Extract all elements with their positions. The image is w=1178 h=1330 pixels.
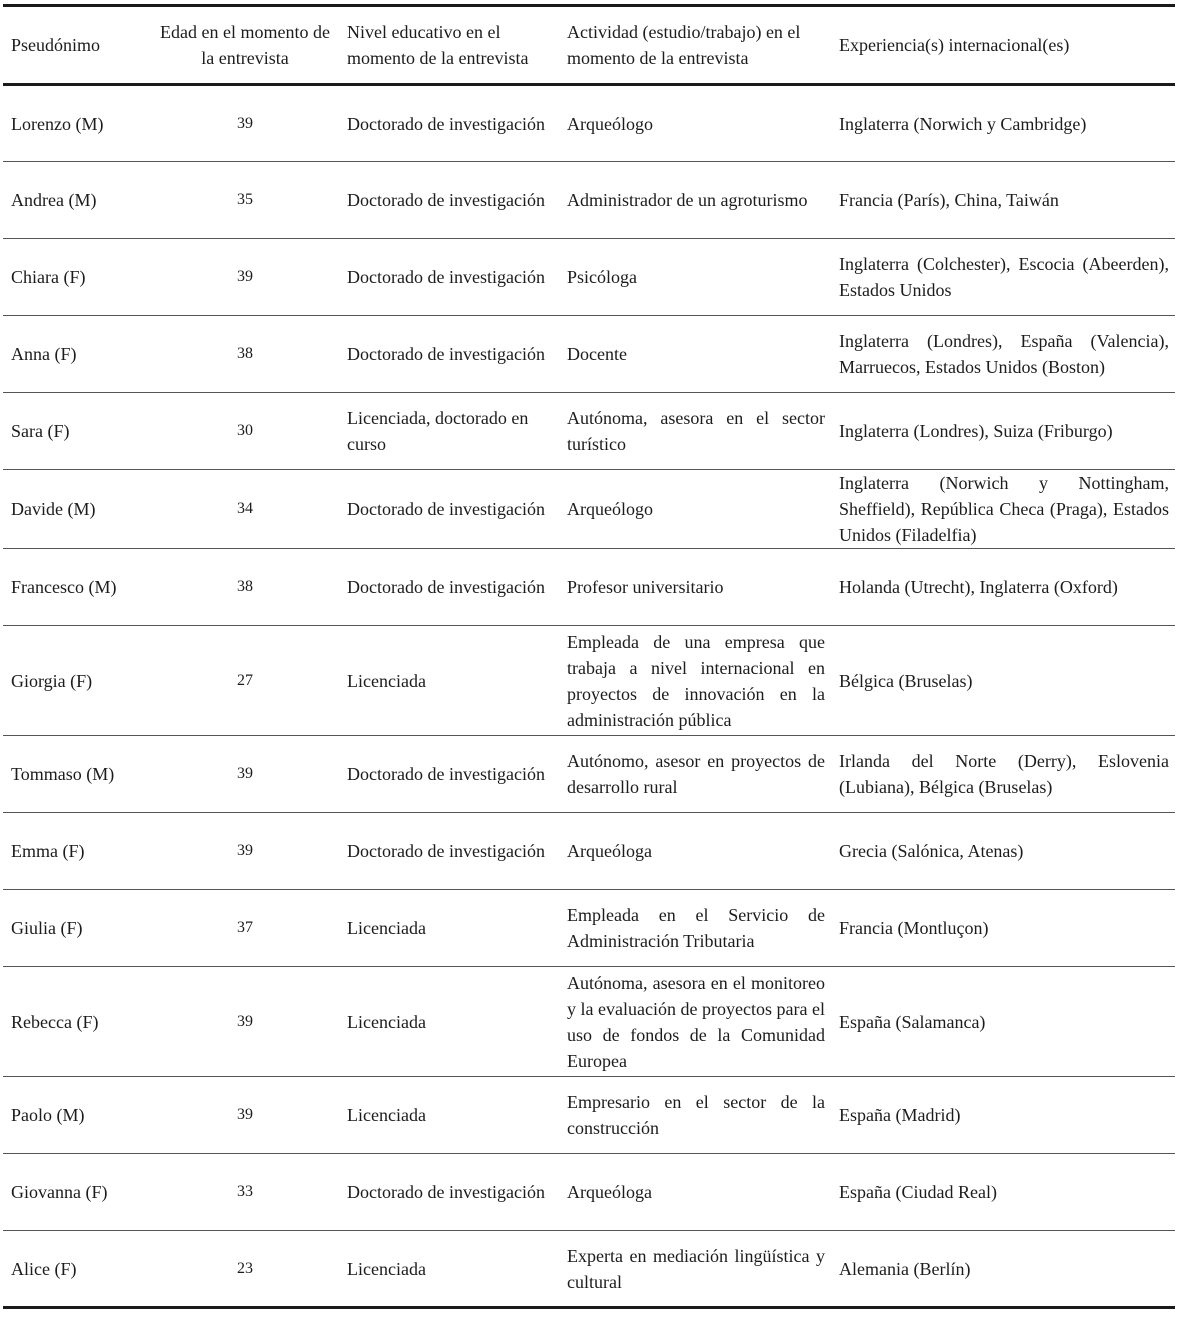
cell-pseudonym: Tommaso (M) [3,736,149,813]
cell-pseudonym: Sara (F) [3,393,149,470]
cell-age: 38 [149,316,339,393]
cell-experience: Holanda (Utrecht), Inglaterra (Oxford) [831,549,1175,626]
cell-education: Doctorado de investigación [339,316,559,393]
cell-experience: Bélgica (Bruselas) [831,626,1175,736]
table-row [3,736,1175,813]
cell-pseudonym: Giorgia (F) [3,626,149,736]
cell-activity: Autónomo, asesor en proyectos de desarrollo rural [559,736,831,813]
cell-age: 39 [149,736,339,813]
cell-age: 38 [149,549,339,626]
cell-education: Licenciada [339,967,559,1077]
cell-activity: Docente [559,316,831,393]
cell-activity: Autónoma, asesora en el monitoreo y la evaluación de proyectos para el uso de fondos de la Comunidad Europea [559,967,831,1077]
cell-education: Doctorado de investigación [339,1154,559,1231]
cell-age: 39 [149,813,339,890]
cell-age: 23 [149,1231,339,1308]
cell-age: 39 [149,85,339,162]
cell-pseudonym: Francesco (M) [3,549,149,626]
cell-education: Doctorado de investigación [339,736,559,813]
cell-activity: Arqueólogo [559,470,831,549]
cell-activity: Autónoma, asesora en el sector turístico [559,393,831,470]
header-pseudonym: Pseudónimo [3,6,149,85]
table-row [3,162,1175,239]
cell-experience: Inglaterra (Londres), España (Valencia), Marruecos, Estados Unidos (Boston) [831,316,1175,393]
cell-education: Doctorado de investigación [339,162,559,239]
cell-experience: Irlanda del Norte (Derry), Eslovenia (Lubiana), Bélgica (Bruselas) [831,736,1175,813]
cell-pseudonym: Alice (F) [3,1231,149,1308]
cell-age: 39 [149,1077,339,1154]
interviewees-table [3,4,1175,1309]
cell-age: 33 [149,1154,339,1231]
cell-pseudonym: Emma (F) [3,813,149,890]
table-row [3,890,1175,967]
header-row [3,6,1175,85]
table-body [3,85,1175,1308]
cell-education: Licenciada [339,890,559,967]
cell-pseudonym: Davide (M) [3,470,149,549]
table-row [3,1077,1175,1154]
header-activity: Actividad (estudio/trabajo) en el momento de la entrevista [559,6,831,85]
cell-activity: Arqueólogo [559,85,831,162]
cell-experience: Alemania (Berlín) [831,1231,1175,1308]
cell-age: 27 [149,626,339,736]
cell-pseudonym: Giovanna (F) [3,1154,149,1231]
cell-activity: Arqueóloga [559,1154,831,1231]
cell-pseudonym: Chiara (F) [3,239,149,316]
cell-activity: Psicóloga [559,239,831,316]
cell-education: Doctorado de investigación [339,549,559,626]
table-row [3,316,1175,393]
cell-age: 34 [149,470,339,549]
cell-experience: España (Ciudad Real) [831,1154,1175,1231]
cell-pseudonym: Anna (F) [3,316,149,393]
cell-experience: Inglaterra (Londres), Suiza (Friburgo) [831,393,1175,470]
cell-activity: Experta en mediación lingüística y cultural [559,1231,831,1308]
cell-experience: España (Madrid) [831,1077,1175,1154]
cell-experience: Grecia (Salónica, Atenas) [831,813,1175,890]
cell-activity: Arqueóloga [559,813,831,890]
cell-experience: España (Salamanca) [831,967,1175,1077]
cell-age: 39 [149,239,339,316]
cell-age: 35 [149,162,339,239]
cell-pseudonym: Andrea (M) [3,162,149,239]
table-row [3,393,1175,470]
cell-experience: Inglaterra (Colchester), Escocia (Abeerden), Estados Unidos [831,239,1175,316]
header-experience: Experiencia(s) internacional(es) [831,6,1175,85]
cell-activity: Empleada en el Servicio de Administración Tributaria [559,890,831,967]
cell-age: 37 [149,890,339,967]
cell-education: Licenciada [339,626,559,736]
cell-experience: Inglaterra (Norwich y Nottingham, Sheffield), República Checa (Praga), Estados Unidos (Filadelfia) [831,470,1175,549]
cell-experience: Inglaterra (Norwich y Cambridge) [831,85,1175,162]
table-row [3,626,1175,736]
table-row [3,549,1175,626]
header-age: Edad en el momento de la entrevista [149,6,339,85]
table-row [3,967,1175,1077]
cell-education: Doctorado de investigación [339,85,559,162]
cell-age: 30 [149,393,339,470]
cell-education: Doctorado de investigación [339,470,559,549]
cell-education: Licenciada, doctorado en curso [339,393,559,470]
cell-activity: Profesor universitario [559,549,831,626]
cell-experience: Francia (Montluçon) [831,890,1175,967]
cell-pseudonym: Rebecca (F) [3,967,149,1077]
table-row [3,85,1175,162]
table-row [3,470,1175,549]
table-row [3,239,1175,316]
cell-activity: Empleada de una empresa que trabaja a nivel internacional en proyectos de innovación en la administración pública [559,626,831,736]
cell-pseudonym: Lorenzo (M) [3,85,149,162]
cell-education: Licenciada [339,1077,559,1154]
table-header [3,6,1175,85]
cell-education: Licenciada [339,1231,559,1308]
cell-pseudonym: Paolo (M) [3,1077,149,1154]
cell-experience: Francia (París), China, Taiwán [831,162,1175,239]
table-row [3,1231,1175,1308]
table-row [3,1154,1175,1231]
table-row [3,813,1175,890]
cell-activity: Administrador de un agroturismo [559,162,831,239]
header-education: Nivel educativo en el momento de la entrevista [339,6,559,85]
cell-education: Doctorado de investigación [339,813,559,890]
cell-pseudonym: Giulia (F) [3,890,149,967]
cell-education: Doctorado de investigación [339,239,559,316]
cell-activity: Empresario en el sector de la construcción [559,1077,831,1154]
cell-age: 39 [149,967,339,1077]
